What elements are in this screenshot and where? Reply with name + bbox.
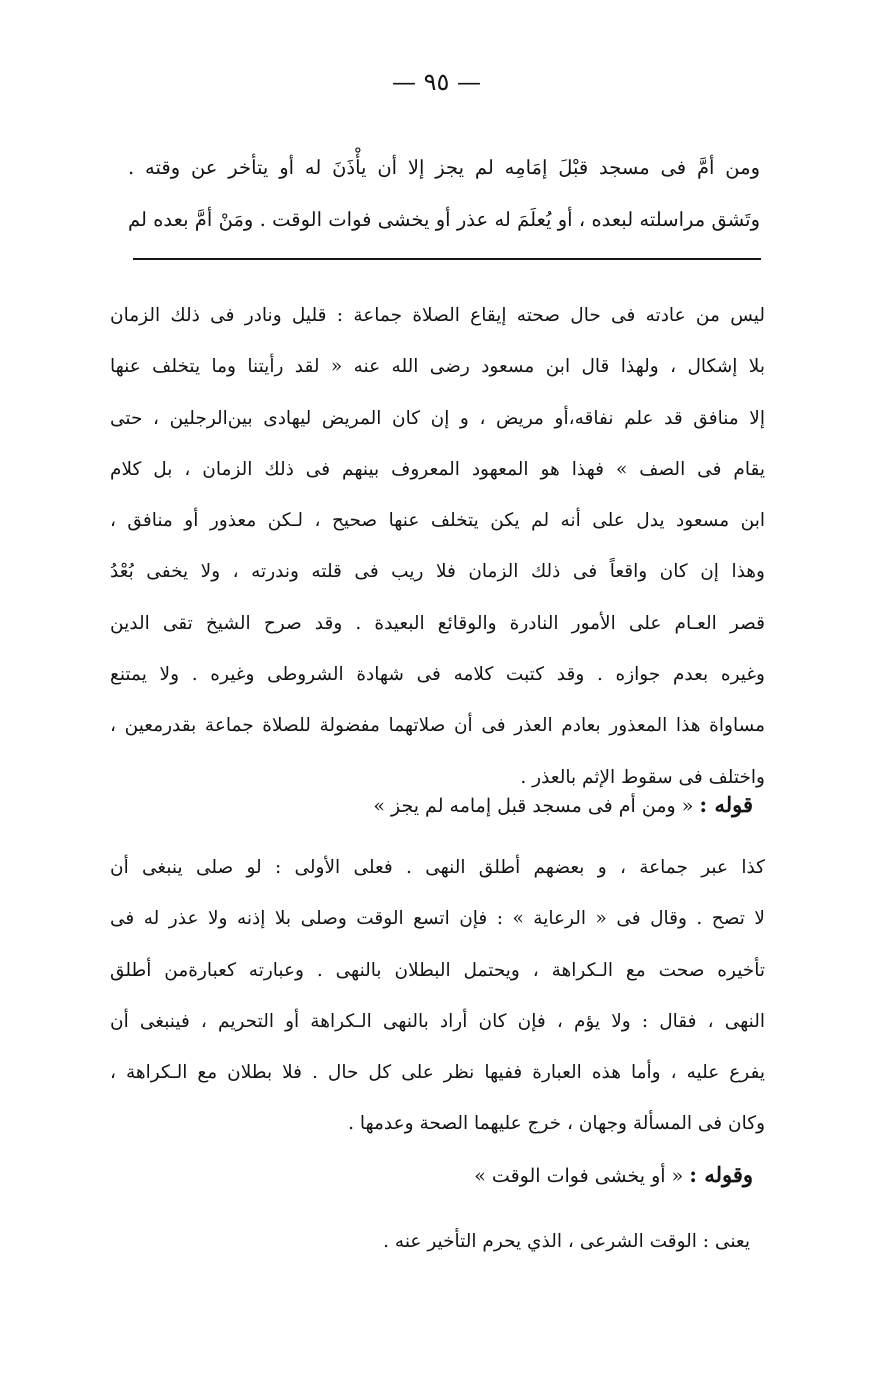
main-text-line: وتَشق مراسلته لبعده ، أو يُعلَمَ له عذر أو يخشى فوات الوقت . ومَنْ أمَّ بعده لم — [128, 208, 760, 231]
commentary-line: قصر العـام على الأمور النادرة والوقائع البعيدة . وقد صرح الشيخ تقى الدين — [110, 612, 765, 634]
commentary-line: إلا منافق قد علم نفاقه،أو مريض ، و إن كان المريض ليهادى بين‌الرجلين ، حتى — [110, 407, 765, 429]
heading-keyword: وقوله : — [689, 1162, 753, 1187]
heading-keyword: قوله : — [699, 792, 753, 817]
commentary-paragraph-3 — [300, 1216, 750, 1267]
main-text-line: ومن أمَّ فى مسجد قبْلَ إمَامِه لم يجز إلا أن يأْذَنَ له أو يتأخر عن وقته . — [128, 156, 760, 179]
main-text — [128, 142, 760, 246]
commentary-line: يعنى : الوقت الشرعى ، الذي يحرم التأخير عنه . — [383, 1231, 750, 1252]
commentary-line: وكان فى المسألة وجهان ، خرج عليهما الصحة وعدمها . — [348, 1113, 765, 1135]
heading-quote: « أو يخشى فوات الوقت » — [474, 1165, 684, 1187]
commentary-line: مساواة هذا المعذور بعادم العذر فى أن صلاتهما مفضولة للصلاة جماعة بقدرمعين ، — [110, 715, 765, 737]
commentary-line: تأخيره صحت مع الـكراهة ، ويحتمل البطلان بالنهى . وعبارته كعبارة‌من أطلق — [110, 959, 765, 981]
commentary-line: وغيره بعدم جوازه . وقد كتبت كلامه فى شهادة الشروطى وغيره . ولا يمتنع — [110, 664, 765, 686]
commentary-line: يقام فى الصف » فهذا هو المعهود المعروف بينهم فى ذلك الزمان ، بل كلام — [110, 458, 765, 480]
commentary-line: لا تصح . وقال فى « الرعاية » : فإن اتسع الوقت وصلى بلا إذنه ولا عذر له فى — [110, 908, 765, 930]
commentary-line: النهى ، فقال : ولا يؤم ، فإن كان أراد بالنهى الـكراهة أو التحريم ، فينبغى أن — [110, 1010, 765, 1032]
quoted-heading-2 — [474, 1162, 753, 1187]
commentary-line: ليس من عادته فى حال صحته إيقاع الصلاة جماعة : قليل ونادر فى ذلك الزمان — [110, 305, 765, 326]
commentary-paragraph-1 — [110, 290, 765, 803]
commentary-line: ابن مسعود يدل على أنه لم يكن يتخلف عنها صحيح ، لـكن معذور أو منافق ، — [110, 510, 765, 532]
commentary-line: وهذا إن كان واقعاً فى ذلك الزمان فلا ريب فى قلته وندرته ، ولا يخفى بُعْدُ — [110, 561, 765, 583]
heading-quote: « ومن أم فى مسجد قبل إمامه لم يجز » — [373, 795, 694, 817]
commentary-line: كذا عبر جماعة ، و بعضهم أطلق النهى . فعلى الأولى : لو صلى ينبغى أن — [110, 857, 765, 878]
quoted-heading-1 — [373, 792, 753, 817]
separator-rule — [133, 258, 761, 260]
commentary-line: واختلف فى سقوط الإثم بالعذر . — [520, 766, 765, 788]
commentary-line: يفرع عليه ، وأما هذه العبارة ففيها نظر على كل حال . فلا بطلان مع الـكراهة ، — [110, 1062, 765, 1084]
page-number: — ٩٥ — — [391, 68, 482, 96]
commentary-paragraph-2 — [110, 842, 765, 1150]
commentary-line: بلا إشكال ، ولهذا قال ابن مسعود رضى الله عنه « لقد رأيتنا وما يتخلف عنها — [110, 356, 765, 378]
